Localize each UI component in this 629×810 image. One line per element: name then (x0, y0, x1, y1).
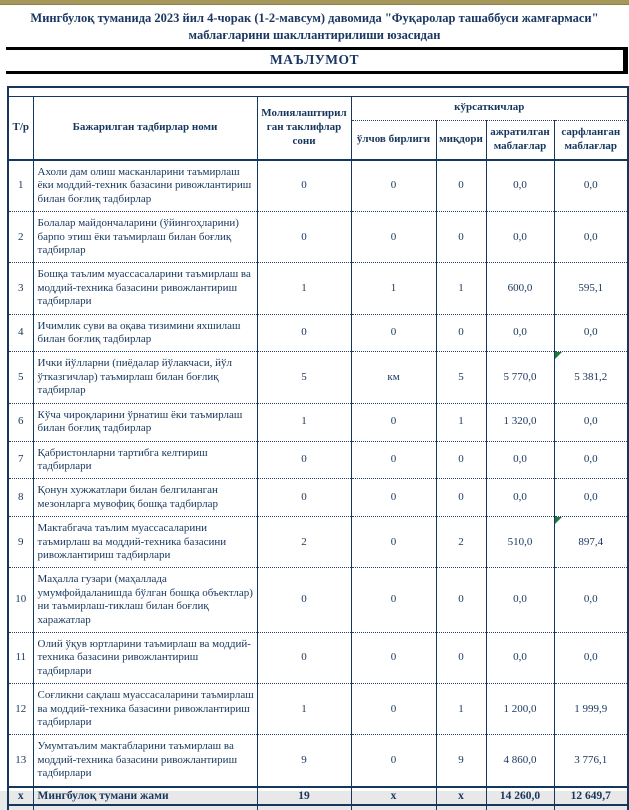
row-number-cell: 6 (8, 403, 33, 441)
quantity-cell: 0 (436, 314, 486, 352)
allocated-cell: 0,0 (486, 160, 554, 212)
quantity-cell: 5 (436, 352, 486, 403)
quantity-cell: 0 (436, 160, 486, 212)
quantity-cell: 0 (436, 212, 486, 263)
activity-name-cell: Болалар майдончаларини (ўйингоҳларини) барпо этиш ёки таъмирлаш билан боғлиқ тадбирлар (33, 212, 257, 263)
quantity-cell: 9 (436, 735, 486, 787)
financed-count-cell: 0 (257, 632, 351, 683)
total-allocated-cell: 14 260,0 (486, 787, 554, 805)
spent-cell: 0,0 (554, 479, 628, 517)
activity-name-cell: Олий ўқув юртларини таъмирлаш ва моддий-техника базасини ривожлантириш тадбирлари (33, 632, 257, 683)
row-number-cell: 4 (8, 314, 33, 352)
unit-cell: 0 (351, 479, 436, 517)
row-number-cell: 2 (8, 212, 33, 263)
top-gold-strip (0, 0, 629, 5)
row-number-cell: 12 (8, 684, 33, 735)
unit-cell: 0 (351, 568, 436, 633)
activity-name-cell: Ахоли дам олиш масканларини таъмирлаш ёки моддий-техник базасини ривожлантириш билан боғлиқ тадбирлар (33, 160, 257, 212)
unit-cell: 0 (351, 160, 436, 212)
row-number-cell: 10 (8, 568, 33, 633)
row-number-cell: 5 (8, 352, 33, 403)
spent-cell: 3 776,1 (554, 735, 628, 787)
activity-name-cell: Маҳалла гузари (маҳаллада умумфойдаланишда бўлган бошқа объектлар) ни таъмирлаш-тиклаш билан боғлиқ харажатлар (33, 568, 257, 633)
unit-cell: 0 (351, 212, 436, 263)
total-num-cell: х (8, 787, 33, 805)
financed-count-cell: 2 (257, 517, 351, 568)
row-number-cell: 13 (8, 735, 33, 787)
total-financed-cell: 19 (257, 787, 351, 805)
table-row (8, 160, 628, 212)
table-row (8, 263, 628, 314)
col-header-unit: ўлчов бирлиги (351, 120, 436, 160)
allocated-cell: 0,0 (486, 441, 554, 479)
unit-cell: 0 (351, 403, 436, 441)
financed-count-cell: 0 (257, 212, 351, 263)
col-header-num: Т/р (8, 96, 33, 160)
table-row (8, 352, 628, 403)
table-row (8, 632, 628, 683)
quantity-cell: 0 (436, 632, 486, 683)
spent-cell: 5 381,2 (554, 352, 628, 403)
spent-cell: 595,1 (554, 263, 628, 314)
allocated-cell: 0,0 (486, 568, 554, 633)
table-row (8, 212, 628, 263)
heading-box (6, 47, 628, 74)
financed-count-cell: 5 (257, 352, 351, 403)
activity-name-cell: Соғликни сақлаш муассасаларини таъмирлаш ва моддий-техника базасини ривожлантириш тадбирлари (33, 684, 257, 735)
activity-name-cell: Умумтаълим мактабларини таъмирлаш ва моддий-техника базасини ривожлантириш тадбирлари (33, 735, 257, 787)
row-number-cell: 9 (8, 517, 33, 568)
table-row (8, 403, 628, 441)
quantity-cell: 1 (436, 263, 486, 314)
allocated-cell: 4 860,0 (486, 735, 554, 787)
row-number-cell: 3 (8, 263, 33, 314)
total-spent-cell: 12 649,7 (554, 787, 628, 805)
table-stub-row (8, 805, 628, 810)
spent-cell: 0,0 (554, 403, 628, 441)
unit-cell: 0 (351, 684, 436, 735)
unit-cell: 0 (351, 632, 436, 683)
error-flag-icon (555, 517, 562, 524)
table-row (8, 517, 628, 568)
financed-count-cell: 0 (257, 479, 351, 517)
page-title: Мингбулоқ туманида 2023 йил 4-чорак (1-2-мавсум) давомида "Фуқаролар ташаббуси жамғармаси" маблағларини шакллантирилиши юзасидан (30, 11, 599, 42)
col-header-financed: Молиялаштирил ган таклифлар сони (257, 96, 351, 160)
activity-name-cell: Бошқа таълим муассасаларини таъмирлаш ва моддий-техника базасини ривожлантириш тадбирлари (33, 263, 257, 314)
report-table (7, 86, 629, 810)
allocated-cell: 1 320,0 (486, 403, 554, 441)
table-spacer-row (8, 87, 628, 96)
allocated-cell: 0,0 (486, 632, 554, 683)
activity-name-cell: Қабристонларни тартибга келтириш тадбирлари (33, 441, 257, 479)
quantity-cell: 1 (436, 684, 486, 735)
spent-cell: 1 999,9 (554, 684, 628, 735)
table-row (8, 684, 628, 735)
col-header-indicators-group: кўрсаткичлар (351, 96, 628, 120)
quantity-cell: 1 (436, 403, 486, 441)
allocated-cell: 0,0 (486, 212, 554, 263)
table-row (8, 441, 628, 479)
unit-cell: 0 (351, 441, 436, 479)
allocated-cell: 1 200,0 (486, 684, 554, 735)
table-row (8, 314, 628, 352)
total-unit-cell: х (351, 787, 436, 805)
allocated-cell: 0,0 (486, 479, 554, 517)
spent-cell: 0,0 (554, 160, 628, 212)
spent-cell: 0,0 (554, 314, 628, 352)
unit-cell: 0 (351, 735, 436, 787)
spent-cell: 0,0 (554, 212, 628, 263)
financed-count-cell: 0 (257, 441, 351, 479)
row-number-cell: 1 (8, 160, 33, 212)
total-quantity-cell: х (436, 787, 486, 805)
table-row (8, 735, 628, 787)
financed-count-cell: 0 (257, 568, 351, 633)
activity-name-cell: Кўча чироқларини ўрнатиш ёки таъмирлаш билан боғлиқ тадбирлар (33, 403, 257, 441)
row-number-cell: 7 (8, 441, 33, 479)
quantity-cell: 0 (436, 441, 486, 479)
col-header-quantity: миқдори (436, 120, 486, 160)
activity-name-cell: Мактабгача таълим муассасаларини таъмирлаш ва моддий-техника базасини ривожлантириш тадбирлари (33, 517, 257, 568)
table-header-row-1 (8, 96, 628, 120)
allocated-cell: 600,0 (486, 263, 554, 314)
spacer-cell (8, 87, 628, 96)
spent-cell: 0,0 (554, 568, 628, 633)
unit-cell: 0 (351, 517, 436, 568)
allocated-cell: 0,0 (486, 314, 554, 352)
allocated-cell: 5 770,0 (486, 352, 554, 403)
financed-count-cell: 1 (257, 403, 351, 441)
activity-name-cell: Қонун хужжатлари билан белгиланган мезонларга мувофиқ бошқа тадбирлар (33, 479, 257, 517)
activity-name-cell: Ички йўлларни (пиёдалар йўлакчаси, йўл ўтказгичлар) таъмирлаш билан боғлиқ тадбирлар (33, 352, 257, 403)
row-number-cell: 11 (8, 632, 33, 683)
spent-cell: 897,4 (554, 517, 628, 568)
allocated-cell: 510,0 (486, 517, 554, 568)
activity-name-cell: Ичимлик суви ва оқава тизимини яхшилаш билан боғлиқ тадбирлар (33, 314, 257, 352)
unit-cell: 0 (351, 314, 436, 352)
quantity-cell: 0 (436, 479, 486, 517)
error-flag-icon (555, 352, 562, 359)
quantity-cell: 2 (436, 517, 486, 568)
unit-cell: км (351, 352, 436, 403)
financed-count-cell: 0 (257, 160, 351, 212)
table-row (8, 568, 628, 633)
total-row (8, 787, 628, 805)
col-header-name: Бажарилган тадбирлар номи (33, 96, 257, 160)
heading-text: МАЪЛУМОТ (269, 52, 360, 67)
unit-cell: 1 (351, 263, 436, 314)
financed-count-cell: 9 (257, 735, 351, 787)
col-header-spent: сарфланган маблағлар (554, 120, 628, 160)
col-header-allocated: ажратилган маблағлар (486, 120, 554, 160)
table-row (8, 479, 628, 517)
financed-count-cell: 1 (257, 684, 351, 735)
financed-count-cell: 1 (257, 263, 351, 314)
spent-cell: 0,0 (554, 632, 628, 683)
row-number-cell: 8 (8, 479, 33, 517)
table-body (8, 160, 628, 787)
total-name-cell: Мингбулоқ тумани жами (33, 787, 257, 805)
quantity-cell: 0 (436, 568, 486, 633)
spent-cell: 0,0 (554, 441, 628, 479)
financed-count-cell: 0 (257, 314, 351, 352)
